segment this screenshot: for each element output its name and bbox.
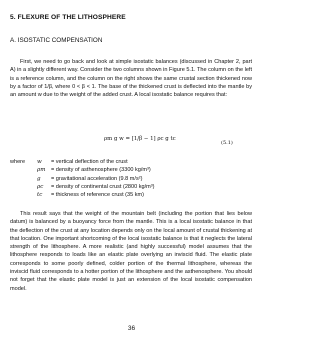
section-heading: A. ISOSTATIC COMPENSATION [10,37,103,44]
chapter-heading: 5. FLEXURE OF THE LITHOSPHERE [10,14,126,21]
equation-block [0,133,263,153]
definition-lead: where [10,159,26,165]
page-number: 36 [127,325,136,332]
definition-row [10,158,255,166]
definition-lead [10,175,37,183]
intro-paragraph: First, we need to go back and look at simple isostatic balances (discussed in Chapter 2, part A) in a slightly different way. Consider the two columns shown in Figure 5.1. The column on the left is a reference column, and the column on the right shows the same crustal section thickened now by a factor of 1/β, where 0 < β < 1. The base of the thickened crust is deflected into the mantle by an amount w due to the weight of the added crust. A local isostatic balance requires that: [10,59,252,99]
definition-row [10,183,255,191]
definition-text: = thickness of reference crust (35 km) [51,192,144,199]
discussion-paragraph: This result says that the weight of the mountain belt (including the portion that lies below datum) is balanced by a buoyancy force from the mantle. This is a local isostatic balance in that the deflection of the crust at any location depends only on the local amount of crustal thickening at that location. One important shortcoming of the local isostatic balance is that it neglects the lateral strength of the lithosphere. A more realistic (and highly successful) model assumes that the lithosphere responds to loads like an elastic plate overlying an inviscid fluid. The elastic plate corresponds to some poorly defined, colder portion of the thermal lithosphere, whereas the inviscid fluid corresponds to a hotter portion of the lithosphere and the asthenosphere. You should not forget that the elastic plate model is just an extension of the local isostatic compensation model. [10,211,252,292]
definition-row [10,175,255,183]
definition-symbol: w [37,159,42,165]
definition-lead [10,191,37,199]
definition-text: = density of asthenosphere (3300 kg/m³) [51,167,151,174]
definition-row [10,191,255,199]
variable-definitions [10,158,255,199]
isostatic-equation: ρm g w = [1/β − 1] ρc g tc [104,136,176,142]
definition-lead [10,166,37,174]
equation-number: (5.1) [221,140,233,146]
definition-symbol: g [37,175,41,182]
definition-text: = gravitational acceleration (9.8 m/s²) [51,175,143,182]
definition-lead [10,183,37,191]
definition-symbol: ρc [37,183,44,190]
definition-symbol: ρm [37,167,46,174]
definition-symbol: tc [37,192,43,199]
definition-text: = density of continental crust (2800 kg/m³) [51,183,155,190]
definition-text: = vertical deflection of the crust [51,159,128,165]
definition-row [10,166,255,174]
